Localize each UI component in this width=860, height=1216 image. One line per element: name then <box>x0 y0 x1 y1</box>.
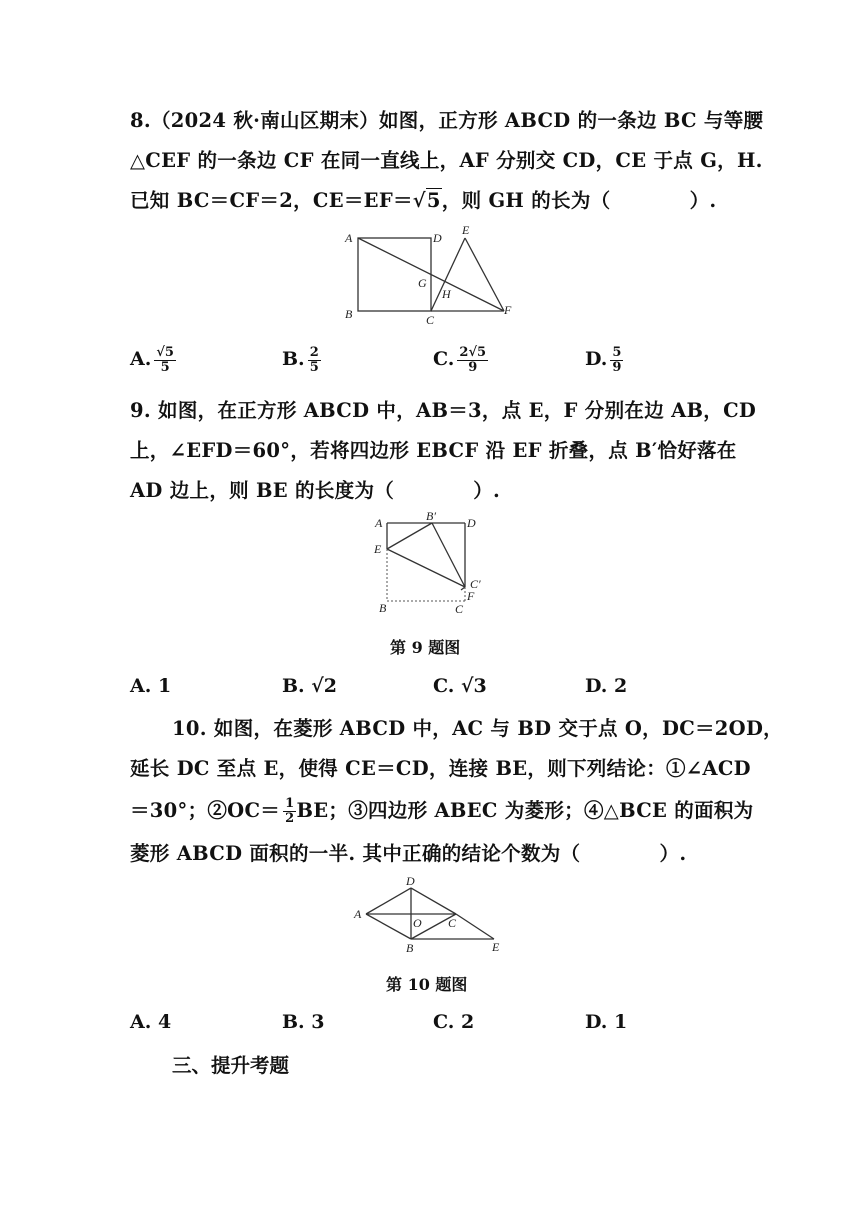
q10-option-c[interactable]: C. 2 <box>433 1011 475 1033</box>
option-label: C. <box>433 348 455 371</box>
label-D: D <box>467 516 476 530</box>
fraction: $\frac{5}{9}$ <box>612 345 622 375</box>
q10-line-2: 延长 DC 至点 E，使得 CE＝CD，连接 BE，则下列结论：①∠ACD <box>130 757 751 780</box>
q8-line-2: △CEF 的一条边 CF 在同一直线上，AF 分别交 CD，CE 于点 G，H. <box>130 149 763 172</box>
q9-line-2: 上，∠EFD＝60°，若将四边形 EBCF 沿 EF 折叠，点 B′恰好落在 <box>130 439 737 462</box>
fraction: $\frac{√5}{5}$ <box>156 345 174 375</box>
label-B: B <box>379 601 387 615</box>
label-F: F <box>504 303 512 317</box>
label-C: C <box>448 916 457 930</box>
q8-option-a[interactable] <box>130 346 176 374</box>
q8-line-3-end: ，则 GH 的长为（ ）. <box>441 189 717 212</box>
q9-line-3: AD 边上，则 BE 的长度为（ ）. <box>130 479 501 502</box>
q8-option-b[interactable] <box>282 346 321 374</box>
q10-option-a[interactable]: A. 4 <box>130 1011 172 1033</box>
q8-figure <box>338 220 528 336</box>
q10-line-3-start: ＝30°；②OC＝ <box>130 799 281 822</box>
q9-option-d[interactable]: D. 2 <box>585 675 628 697</box>
q10-option-d[interactable]: D. 1 <box>585 1011 628 1033</box>
label-C-prime: C′ <box>470 577 481 591</box>
label-D: D <box>433 231 442 245</box>
label-C: C <box>426 313 435 327</box>
sqrt5-expression <box>413 189 442 212</box>
option-label: A. <box>130 348 152 371</box>
q10-line-3-end: BE；③四边形 ABEC 为菱形；④△BCE 的面积为 <box>296 799 754 822</box>
section-heading: 三、提升考题 <box>172 1054 290 1077</box>
q9-line-1: 9. 如图，在正方形 ABCD 中，AB＝3，点 E，F 分别在边 AB，CD <box>130 399 757 422</box>
q10-figure <box>352 872 512 962</box>
q9-caption: 第 9 题图 <box>390 638 461 657</box>
q9-option-b[interactable]: B. √2 <box>282 675 337 697</box>
label-E: E <box>374 542 382 556</box>
fraction: $\frac{2√5}{9}$ <box>459 345 487 375</box>
q8-line-3 <box>130 185 717 213</box>
q8-line-3-start: 已知 BC＝CF＝2，CE＝EF＝ <box>130 189 413 212</box>
q9-option-a[interactable]: A. 1 <box>130 675 172 697</box>
label-E: E <box>492 940 500 954</box>
label-D: D <box>406 874 415 888</box>
label-O: O <box>413 916 422 930</box>
label-F: F <box>467 589 475 603</box>
q9-figure <box>366 506 496 622</box>
label-C: C <box>455 602 464 616</box>
label-B: B <box>406 941 414 955</box>
q10-caption: 第 10 题图 <box>386 975 468 994</box>
fraction-one-half: $\frac{1}{2}$ <box>285 796 295 826</box>
label-E: E <box>462 223 470 237</box>
label-A: A <box>354 907 362 921</box>
q10-option-b[interactable]: B. 3 <box>282 1011 325 1033</box>
label-B-prime: B′ <box>426 509 436 523</box>
option-label: D. <box>585 348 608 371</box>
q8-option-d[interactable] <box>585 346 623 374</box>
label-H: H <box>442 287 451 301</box>
label-A: A <box>375 516 383 530</box>
q10-line-3 <box>130 795 753 826</box>
q8-option-c[interactable] <box>433 346 488 374</box>
label-G: G <box>418 276 427 290</box>
fraction: $\frac{2}{5}$ <box>309 345 319 375</box>
option-label: B. <box>282 348 305 371</box>
q8-line-1: 8.（2024 秋·南山区期末）如图，正方形 ABCD 的一条边 BC 与等腰 <box>130 109 764 132</box>
radicand: 5 <box>426 189 441 212</box>
q10-line-4: 菱形 ABCD 面积的一半. 其中正确的结论个数为（ ）. <box>130 842 687 865</box>
q10-line-1: 10. 如图，在菱形 ABCD 中，AC 与 BD 交于点 O，DC＝2OD， <box>172 717 783 740</box>
q9-option-c[interactable]: C. √3 <box>433 675 487 697</box>
label-B: B <box>345 307 353 321</box>
label-A: A <box>345 231 353 245</box>
radical-sign: √ <box>412 189 426 212</box>
